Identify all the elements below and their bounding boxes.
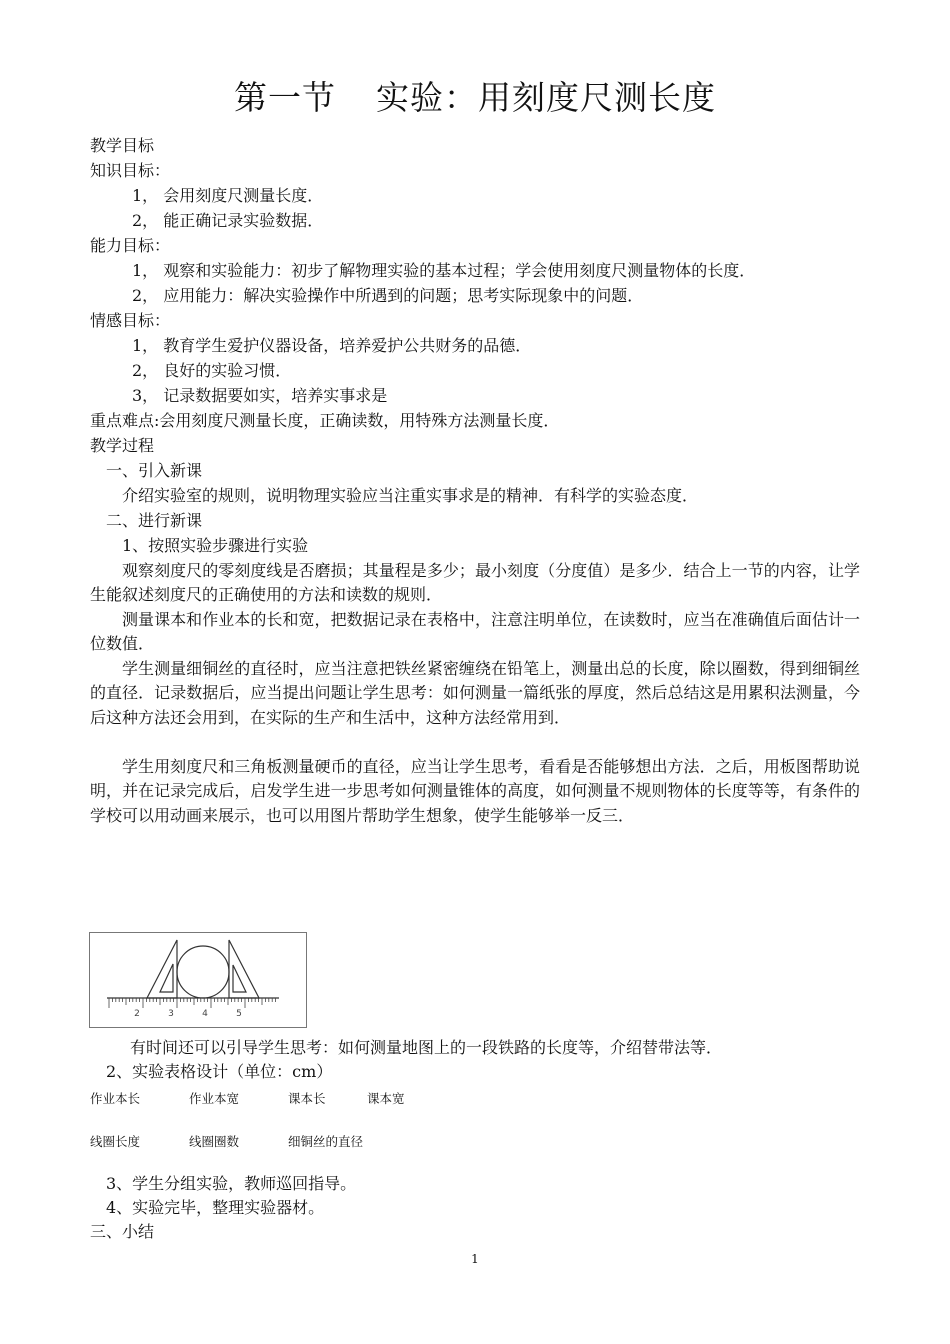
emotion-item-3: 3， 记录数据要如实，培养实事求是 — [132, 386, 388, 405]
step-3: 3、学生分组实验，教师巡回指导。 — [106, 1174, 357, 1193]
tick-label-4: 4 — [202, 1009, 208, 1019]
ruler-ticks — [109, 998, 276, 1008]
table-cell-wire-diameter: 细铜丝的直径 — [288, 1134, 364, 1149]
process-heading: 教学过程 — [90, 436, 155, 455]
summary-heading: 三、小结 — [90, 1222, 155, 1241]
key-points: 重点难点:会用刻度尺测量长度，正确读数，用特殊方法测量长度． — [90, 411, 560, 430]
tick-label-3: 3 — [168, 1009, 174, 1019]
page-title — [0, 74, 950, 122]
emotion-item-2: 2， 良好的实验习惯． — [132, 361, 292, 380]
paragraph-ruler-check: 观察刻度尺的零刻度线是否磨损；其量程是多少；最小刻度（分度值）是多少．结合上一节的内容，让学生能叙述刻度尺的正确使用的方法和读数的规则． — [90, 561, 860, 605]
title-topic: 实验：用刻度尺测长度 — [376, 78, 716, 117]
coin-circle — [177, 946, 229, 998]
table-cell-textbook-length: 课本长 — [288, 1091, 326, 1106]
ability-item-2: 2， 应用能力：解决实验操作中所遇到的问题；思考实际现象中的问题． — [132, 286, 644, 305]
new-lesson-heading: 二、进行新课 — [106, 511, 203, 530]
tick-label-5: 5 — [236, 1009, 242, 1019]
knowledge-label: 知识目标： — [90, 161, 171, 180]
table-cell-coil-turns: 线圈圈数 — [189, 1134, 240, 1149]
ability-item-1: 1， 观察和实验能力：初步了解物理实验的基本过程；学会使用刻度尺测量物体的长度． — [132, 261, 756, 280]
knowledge-item-2: 2， 能正确记录实验数据． — [132, 211, 324, 230]
emotion-label: 情感目标： — [90, 311, 171, 330]
paragraph-measure-books: 测量课本和作业本的长和宽，把数据记录在表格中，注意注明单位，在读数时，应当在准确值后面估计一位数值． — [90, 610, 860, 654]
table-cell-textbook-width: 课本宽 — [367, 1091, 405, 1106]
paragraph-coin-diameter: 学生用刻度尺和三角板测量硬币的直径，应当让学生思考，看看是否能够想出方法．之后，用板图帮助说明，并在记录完成后，启发学生进一步思考如何测量锥体的高度，如何测量不规则物体的长度等等，有条件的学校可以用动画来展示，也可以用图片帮助学生想象，使学生能够举一反三． — [90, 757, 860, 825]
table-cell-coil-length: 线圈长度 — [90, 1134, 141, 1149]
ability-label: 能力目标： — [90, 236, 171, 255]
step-1: 1、按照实验步骤进行实验 — [122, 536, 309, 555]
step-4: 4、实验完毕，整理实验器材。 — [106, 1198, 325, 1217]
coin-measure-figure — [89, 932, 307, 1028]
paragraph-map-railway: 有时间还可以引导学生思考：如何测量地图上的一段铁路的长度等，介绍替带法等． — [130, 1038, 723, 1057]
emotion-item-1: 1， 教育学生爱护仪器设备，培养爱护公共财务的品德． — [132, 336, 532, 355]
title-section: 第一节 — [234, 78, 336, 117]
table-cell-homework-width: 作业本宽 — [189, 1091, 240, 1106]
paragraph-copper-wire: 学生测量细铜丝的直径时，应当注意把铁丝紧密缠绕在铅笔上，测量出总的长度，除以圈数，得到细铜丝的直径．记录数据后，应当提出问题让学生思考：如何测量一篇纸张的厚度，然后总结这是用累积法测量，今后这种方法还会用到，在实际的生产和生活中，这种方法经常用到． — [90, 659, 860, 727]
tick-label-2: 2 — [134, 1009, 140, 1019]
intro-heading: 一、引入新课 — [106, 461, 203, 480]
intro-text: 介绍实验室的规则，说明物理实验应当注重实事求是的精神．有科学的实验态度． — [122, 486, 699, 505]
step-2: 2、实验表格设计（单位：cm） — [106, 1062, 333, 1081]
page-number: 1 — [471, 1252, 479, 1266]
knowledge-item-1: 1， 会用刻度尺测量长度． — [132, 186, 324, 205]
objectives-heading: 教学目标 — [90, 136, 155, 155]
table-cell-homework-length: 作业本长 — [90, 1091, 141, 1106]
